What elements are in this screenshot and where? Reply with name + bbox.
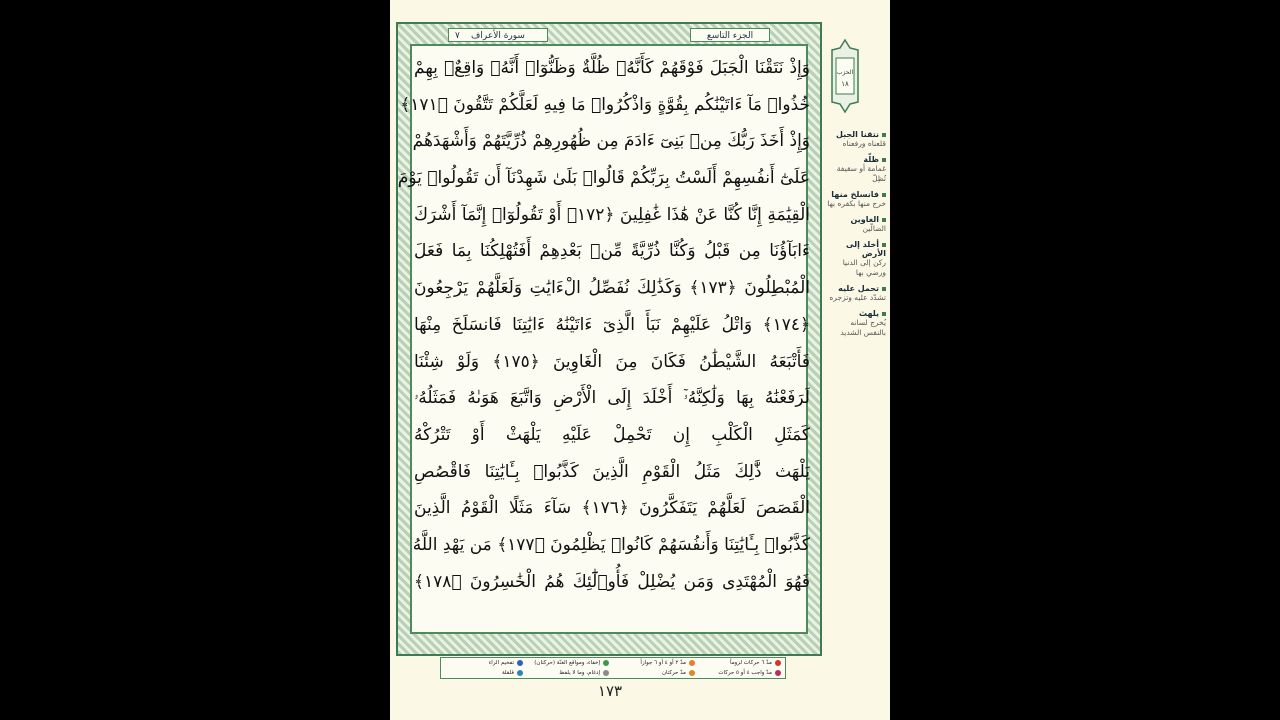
verse-line: الْمُبْطِلُونَ ﴿١٧٣﴾ وَكَذَٰلِكَ نُفَصِّلُ الْءَايَٰتِ وَلَعَلَّهُمْ يَرْجِعُونَ xyxy=(414,278,810,299)
verse-line: الْقِيَٰمَةِ إِنَّا كُنَّا عَنْ هَٰذَا غَٰفِلِينَ ﴿١٧٢﴾ أَوْ تَقُولُوٓا۟ إِنَّمَآ أَشْرَكَ xyxy=(414,204,810,225)
legend-text: إخفاء، ومواقع الغنّة (حركتان) xyxy=(534,660,600,666)
bullet-icon xyxy=(882,243,886,247)
glossary-definition: غمامة أو سقيفة تُظِلّ xyxy=(836,164,886,183)
hizb-marker-icon xyxy=(830,40,860,112)
glossary-definition: يُخرج لسانه بالنفس الشديد xyxy=(840,318,886,337)
legend-text: مدّ واجب ٤ أو ٥ حركات xyxy=(718,670,772,676)
verse-line: عَلَىٰٓ أَنفُسِهِمْ أَلَسْتُ بِرَبِّكُمْ قَالُوا۟ بَلَىٰ شَهِدْنَآ أَن تَقُولُوا۟ يَوْمَ xyxy=(397,168,810,189)
glossary-item xyxy=(826,240,886,278)
legend-column xyxy=(699,658,785,678)
bullet-icon xyxy=(882,193,886,197)
legend-dot xyxy=(689,660,695,666)
glossary-definition: خرج منها بكفره بها xyxy=(827,199,886,208)
verse-line: كَمَثَلِ الْكَلْبِ إِن تَحْمِلْ عَلَيْهِ يَلْهَثْ أَوْ تَتْرُكْهُ xyxy=(414,424,810,445)
verse-line: وَإِذْ نَتَقْنَا الْجَبَلَ فَوْقَهُمْ كَأَنَّهُۥ ظُلَّةٌ وَظَنُّوٓا۟ أَنَّهُۥ وَاقِعٌۢ بِهِمْ xyxy=(414,58,810,78)
verse-lines xyxy=(397,50,811,600)
bullet-icon xyxy=(882,312,886,316)
verse-line: خُذُوا۟ مَآ ءَاتَيْنَٰكُم بِقُوَّةٍ وَاذْكُرُوا۟ مَا فِيهِ لَعَلَّكُمْ تَتَّقُونَ ﴿١٧١﴾ xyxy=(400,94,810,115)
verse-line: فَهُوَ الْمُهْتَدِى وَمَن يُضْلِلْ فَأُو۟لَٰٓئِكَ هُمُ الْخَٰسِرُونَ ﴿١٧٨﴾ xyxy=(414,571,810,592)
glossary-definition: ركن إلى الدنيا ورضي بها xyxy=(842,258,886,277)
glossary-item xyxy=(826,309,886,338)
surah-number: ٧ xyxy=(455,31,460,41)
bullet-icon xyxy=(882,218,886,222)
legend-text: مدّ ٢ أو ٤ أو ٦ جوازاً xyxy=(640,660,686,666)
hizb-number: ١٨ xyxy=(841,80,849,88)
legend-text: مدّ حركتان xyxy=(661,670,686,676)
bullet-icon xyxy=(882,287,886,291)
glossary-word: أخلد إلى الأرض xyxy=(845,240,886,258)
verse-line: لَرَفَعْنَٰهُ بِهَا وَلَٰكِنَّهُۥٓ أَخْلَدَ إِلَى الْأَرْضِ وَاتَّبَعَ هَوَىٰهُ فَمَثَلُهُۥ xyxy=(414,388,810,409)
legend-text: قلقلة xyxy=(501,670,514,676)
tajweed-legend xyxy=(440,657,786,679)
mushaf-page xyxy=(390,0,890,720)
legend-dot xyxy=(603,660,609,666)
glossary-item xyxy=(826,284,886,303)
bullet-icon xyxy=(882,158,886,162)
glossary-definition: قلعناه ورفعناه xyxy=(842,139,886,148)
glossary-item xyxy=(826,155,886,184)
legend-text: مدّ ٦ حركات لزوماً xyxy=(730,660,772,666)
legend-dot xyxy=(517,660,523,666)
legend-dot xyxy=(517,670,523,676)
hizb-label: الحزب xyxy=(836,69,854,76)
bullet-icon xyxy=(882,133,886,137)
glossary-item xyxy=(826,130,886,149)
glossary-word: نتقنا الجبل xyxy=(836,130,879,139)
verse-line: يَلْهَث ذَّٰلِكَ مَثَلُ الْقَوْمِ الَّذِينَ كَذَّبُوا۟ بِـَٔايَٰتِنَا فَاقْصُصِ xyxy=(414,461,810,482)
glossary-definition: الضالّين xyxy=(862,224,886,233)
glossary-definition: تشدّد عليه وتزجره xyxy=(829,293,886,302)
legend-text: إدغام، وما لا يلفظ xyxy=(559,670,600,676)
legend-column xyxy=(441,658,527,678)
glossary-item xyxy=(826,190,886,209)
glossary-word: فانسلخ منها xyxy=(831,190,879,199)
legend-dot xyxy=(775,660,781,666)
legend-dot xyxy=(775,670,781,676)
surah-name: سورة الأعراف xyxy=(471,31,525,41)
legend-column xyxy=(613,658,699,678)
surah-header xyxy=(448,28,548,42)
legend-column xyxy=(527,658,613,678)
glossary-word: تحمل عليه xyxy=(838,284,879,293)
verse-line: ءَابَآؤُنَا مِن قَبْلُ وَكُنَّا ذُرِّيَّةً مِّنۢ بَعْدِهِمْ أَفَتُهْلِكُنَا بِمَا فَعَلَ xyxy=(414,241,810,262)
verse-line: الْقَصَصَ لَعَلَّهُمْ يَتَفَكَّرُونَ ﴿١٧٦﴾ سَآءَ مَثَلًا الْقَوْمُ الَّذِينَ xyxy=(414,498,811,519)
glossary-word: يلهث xyxy=(858,309,879,318)
verse-line: وَإِذْ أَخَذَ رَبُّكَ مِنۢ بَنِىٓ ءَادَمَ مِن ظُهُورِهِمْ ذُرِّيَّتَهُمْ وَأَشْهَدَهُمْ xyxy=(412,131,810,152)
verse-line: كَذَّبُوا۟ بِـَٔايَٰتِنَا وَأَنفُسَهُمْ كَانُوا۟ يَظْلِمُونَ ﴿١٧٧﴾ مَن يَهْدِ اللَّهُ xyxy=(412,534,810,555)
legend-text: تفخيم الراء xyxy=(488,660,514,666)
juz-header: الجزء التاسع xyxy=(690,28,770,42)
glossary-word: ظلّة xyxy=(863,155,879,164)
glossary-word: الغاوين xyxy=(850,215,879,224)
legend-dot xyxy=(689,670,695,676)
verse-line: ﴿١٧٤﴾ وَاتْلُ عَلَيْهِمْ نَبَأَ الَّذِىٓ ءَاتَيْنَٰهُ ءَايَٰتِنَا فَانسَلَخَ مِنْهَا xyxy=(414,314,810,335)
glossary-item xyxy=(826,215,886,234)
page-number: ١٧٣ xyxy=(597,682,623,700)
glossary-margin xyxy=(826,130,886,344)
verse-line: فَأَتْبَعَهُ الشَّيْطَٰنُ فَكَانَ مِنَ الْغَاوِينَ ﴿١٧٥﴾ وَلَوْ شِئْنَا xyxy=(414,351,810,372)
legend-dot xyxy=(603,670,609,676)
